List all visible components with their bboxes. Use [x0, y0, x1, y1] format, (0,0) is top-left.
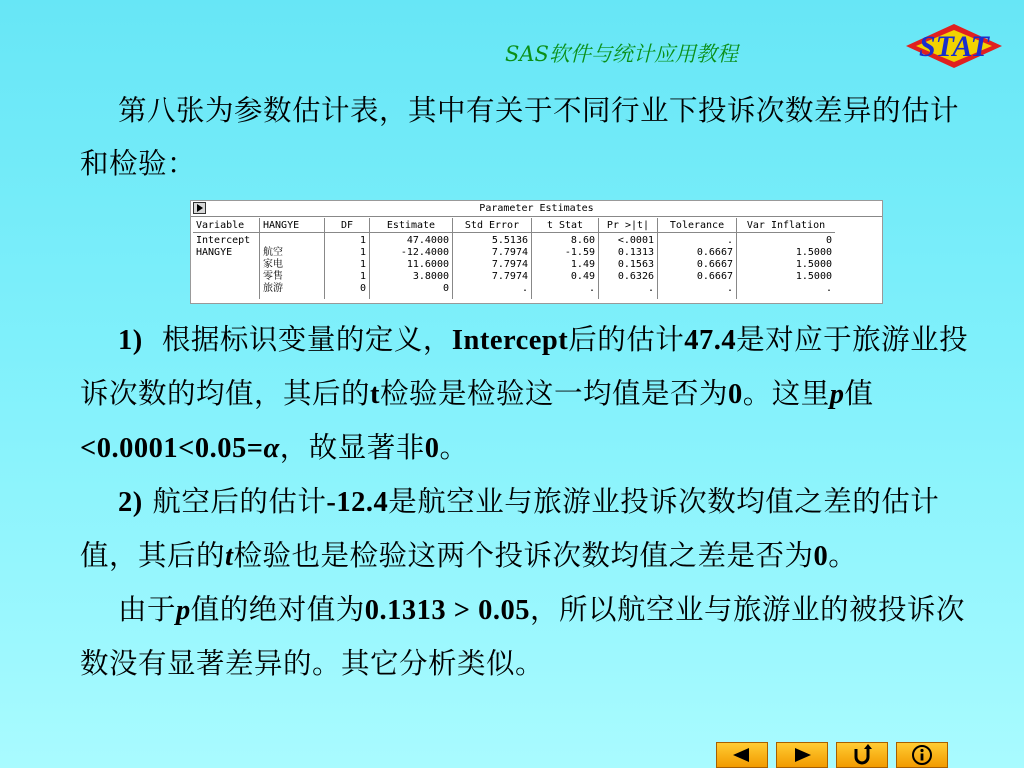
p2-text-3: 检验也是检验这两个投诉次数均值之差是否为: [233, 539, 814, 572]
p1-p: p: [829, 379, 845, 410]
p1-t: t: [370, 379, 381, 410]
col-header-estimate: Estimate: [370, 218, 453, 233]
sas-title-row: [191, 201, 882, 217]
prev-button[interactable]: [716, 742, 768, 768]
p1-number: 1): [118, 325, 143, 356]
col-header-tolerance: Tolerance: [658, 218, 737, 233]
p1-inequality: <0.0001<0.05=: [80, 433, 264, 464]
p1-text-7: ，故显著非: [279, 431, 425, 464]
estimate-cells: 47.4000 -12.4000 11.6000 3.8000 0: [370, 233, 453, 300]
tolerance-cells: . 0.6667 0.6667 0.6667 .: [658, 233, 737, 300]
p2-text-4: 。: [828, 539, 858, 572]
var-inflation-cells: 0 1.5000 1.5000 1.5000 .: [795, 235, 832, 294]
p3-p: p: [176, 595, 191, 626]
paragraph-1: [80, 313, 980, 690]
p3-text-1: 由于: [118, 593, 177, 626]
p1-intercept: Intercept: [451, 325, 569, 356]
p1-alpha: α: [263, 433, 280, 464]
p2-text-1: 航空后的估计: [152, 485, 327, 518]
p1-text-6: 值: [844, 377, 874, 410]
p1-text-4: 检验是检验这一均值是否为: [380, 377, 729, 410]
col-header-pr-t: Pr >|t|: [599, 218, 658, 233]
col-header-variable: Variable: [193, 218, 260, 233]
p2-estimate: -12.4: [326, 487, 389, 518]
prev-arrow-icon: [717, 743, 767, 767]
col-header-t-stat: t Stat: [532, 218, 599, 233]
p3-value: 0.1313 > 0.05: [364, 595, 531, 626]
p1-text-3: 是对应于旅游业投诉次数的均值，其后的: [80, 323, 969, 410]
return-icon: [837, 743, 887, 767]
info-button[interactable]: [896, 742, 948, 768]
info-icon: [897, 743, 947, 767]
p2-t: t: [225, 541, 234, 572]
p2-number: 2): [118, 487, 143, 518]
p1-text-8: 。: [439, 431, 469, 464]
hangye-cells: 航空 家电 零售 旅游: [260, 233, 325, 300]
col-header-std-error: Std Error: [453, 218, 532, 233]
p2-text-2: 是航空业与旅游业投诉次数均值之差的估计值，其后的: [80, 485, 940, 572]
sas-table-title: Parameter Estimates: [479, 203, 594, 214]
p1-text-5: 。这里: [742, 377, 830, 410]
stat-logo: [904, 22, 1004, 70]
p1-text-1: 根据标识变量的定义，: [161, 323, 452, 356]
p3-text-2: 值的绝对值为: [190, 593, 365, 626]
intro-paragraph: [80, 84, 980, 190]
std-error-cells: 5.5136 7.7974 7.7974 7.7974 .: [453, 233, 532, 300]
col-header-var-inflation: Var Inflation: [737, 218, 836, 233]
next-button[interactable]: [776, 742, 828, 768]
p1-zero: 0: [728, 379, 743, 410]
p1-text-2: 后的估计: [568, 323, 685, 356]
parameter-estimates-table: [193, 218, 835, 299]
df-cells: 1 1 1 1 0: [325, 233, 370, 300]
col-header-hangye: HANGYE: [260, 218, 325, 233]
p1-estimate: 47.4: [684, 325, 737, 356]
p2-zero: 0: [813, 541, 829, 572]
course-title: SAS软件与统计应用教程: [505, 42, 738, 66]
p3-text-3: ，所以航空业与旅游业的被投诉次数没有显著差异的。其它分析类似。: [80, 593, 966, 680]
p1-zero-2: 0: [424, 433, 440, 464]
sas-parameter-estimates-window: [190, 200, 883, 304]
next-arrow-icon: [777, 743, 827, 767]
t-stat-cells: 8.60 -1.59 1.49 0.49 .: [532, 233, 599, 300]
return-button[interactable]: [836, 742, 888, 768]
variable-cells: Intercept HANGYE: [193, 233, 260, 300]
pr-t-cells: <.0001 0.1313 0.1563 0.6326 .: [599, 233, 658, 300]
logo-text: STAT: [918, 30, 990, 63]
intro-text: 第八张为参数估计表，其中有关于不同行业下投诉次数差异的估计和检验：: [80, 94, 960, 180]
col-header-df: DF: [325, 218, 370, 233]
